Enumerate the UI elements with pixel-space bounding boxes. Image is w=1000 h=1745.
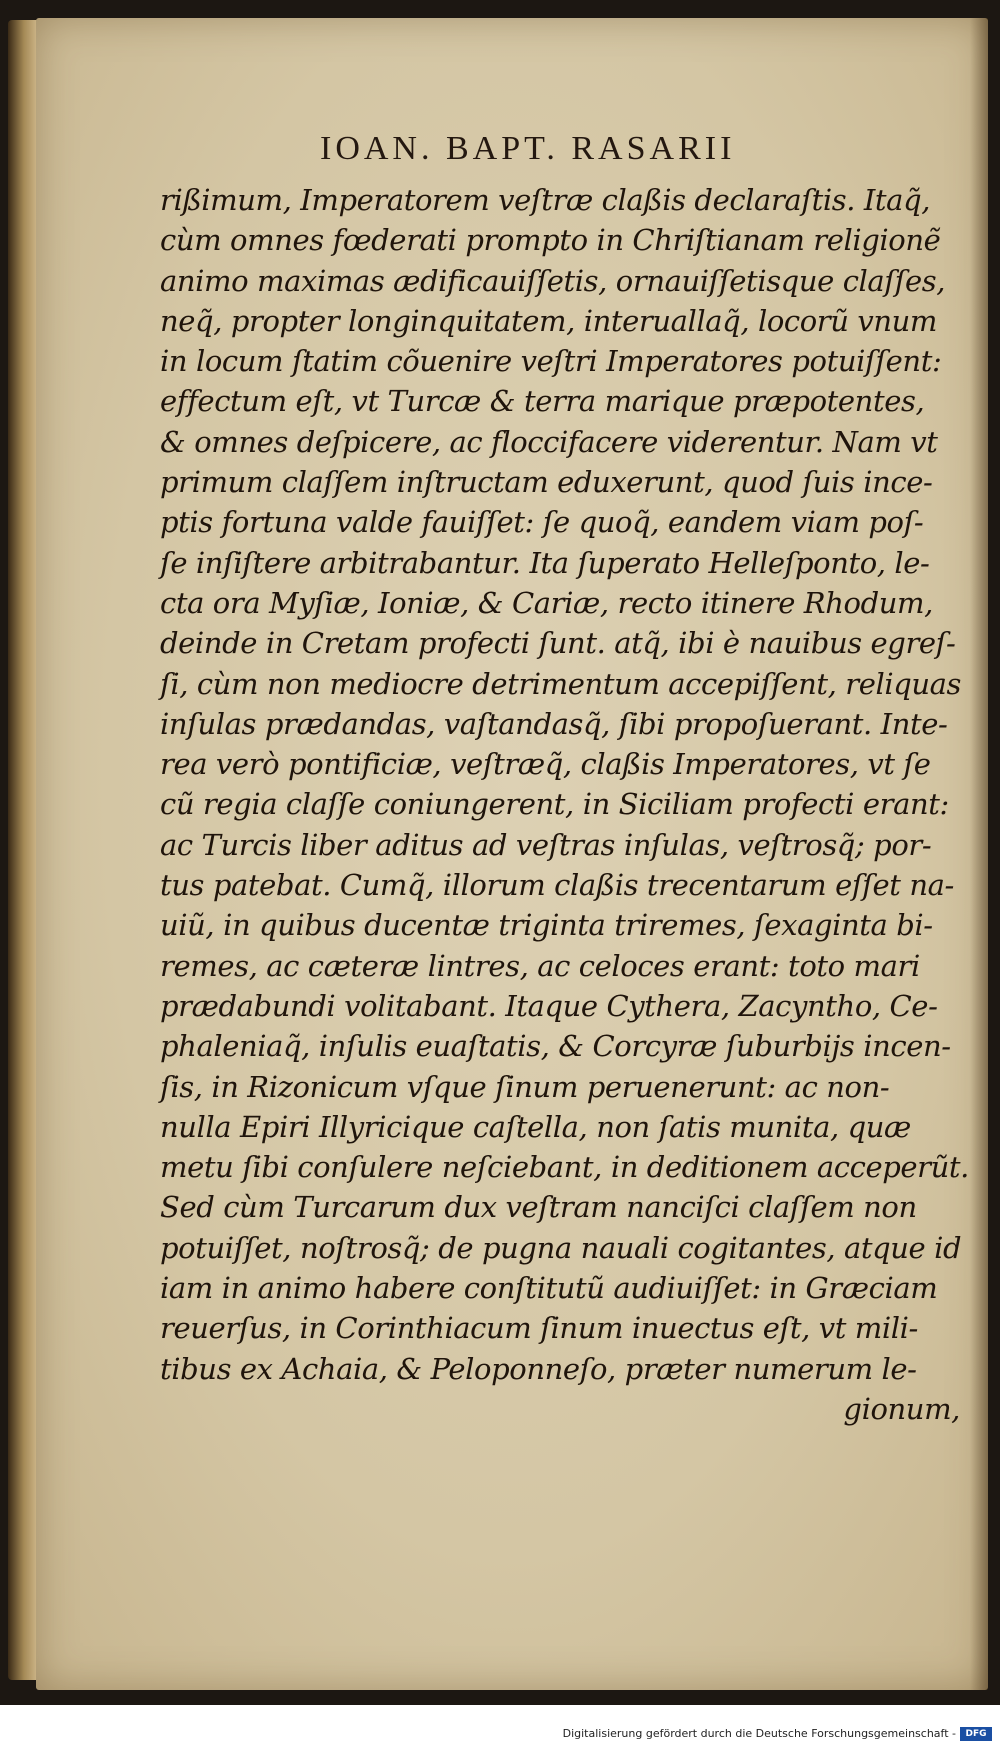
- text-line: tibus ex Achaia, & Peloponneſo, præter numerum le-: [160, 1351, 917, 1386]
- text-line: ſe inſiſtere arbitrabantur. Ita ſuperato Helleſponto, le-: [160, 545, 930, 580]
- text-line: cta ora Myſiæ, Ioniæ, & Cariæ, recto itinere Rhodum,: [160, 585, 933, 620]
- text-block: [160, 180, 980, 1429]
- text-line: & omnes deſpicere, ac floccifacere viderentur. Nam vt: [160, 424, 938, 459]
- text-line: ac Turcis liber aditus ad veſtras inſulas, veſtrosq̃; por-: [160, 827, 932, 862]
- catchword: gionum,: [843, 1391, 960, 1426]
- text-line: prædabundi volitabant. Itaque Cythera, Zacyntho, Ce-: [160, 988, 938, 1023]
- text-line: ſis, in Rizonicum vſque ſinum peruenerunt: ac non-: [160, 1069, 890, 1104]
- text-line: in locum ſtatim cõuenire veſtri Imperatores potuiſſent:: [160, 344, 942, 379]
- text-line: inſulas prædandas, vaſtandasq̃, ſibi propoſuerant. Inte-: [160, 706, 948, 741]
- text-line: remes, ac cæteræ lintres, ac celoces erant: toto mari: [160, 948, 920, 983]
- funding-credit: Digitalisierung gefördert durch die Deutsche Forschungsgemeinschaft -: [562, 1727, 956, 1740]
- text-line: Sed cùm Turcarum dux veſtram nanciſci claſſem non: [160, 1190, 917, 1225]
- text-line: uiũ, in quibus ducentæ triginta triremes, ſexaginta bi-: [160, 908, 933, 943]
- text-line: metu ſibi conſulere neſciebant, in deditionem acceperũt.: [160, 1150, 969, 1185]
- text-line: animo maximas ædificauiſſetis, ornauiſſetisque claſſes,: [160, 263, 946, 298]
- text-line: nulla Epiri Illyricique caſtella, non ſatis munita, quæ: [160, 1109, 911, 1144]
- text-line: tus patebat. Cumq̃, illorum claßis trecentarum eſſet na-: [160, 868, 954, 903]
- text-line: deinde in Cretam profecti ſunt. atq̃, ibi è nauibus egreſ-: [160, 626, 956, 661]
- text-line: potuiſſet, noſtrosq̃; de pugna nauali cogitantes, atque id: [160, 1230, 962, 1265]
- running-head: IOAN. BAPT. RASARII: [320, 130, 736, 167]
- text-line: primum claſſem inſtructam eduxerunt, quod ſuis ince-: [160, 465, 933, 500]
- text-line: cũ regia claſſe coniungerent, in Siciliam profecti erant:: [160, 787, 949, 822]
- dfg-logo: DFG: [960, 1727, 992, 1741]
- text-line: ſi, cùm non mediocre detrimentum accepiſſent, reliquas: [160, 666, 962, 701]
- text-line: cùm omnes fœderati prompto in Chriſtianam religionẽ: [160, 223, 941, 258]
- text-line: neq̃, propter longinquitatem, interuallaq̃, locorũ vnum: [160, 303, 937, 338]
- text-line: rißimum, Imperatorem veſtræ claßis declaraſtis. Itaq̃,: [160, 183, 931, 217]
- text-line: phaleniaq̃, inſulis euaſtatis, & Corcyræ ſuburbijs incen-: [160, 1029, 951, 1064]
- text-line: iam in animo habere conſtitutũ audiuiſſet: in Græciam: [160, 1271, 938, 1306]
- text-line: effectum eſt, vt Turcæ & terra marique præpotentes,: [160, 384, 925, 419]
- text-line: ptis fortuna valde fauiſſet: ſe quoq̃, eandem viam poſ-: [160, 505, 924, 540]
- text-line: reuerſus, in Corinthiacum ſinum inuectus eſt, vt mili-: [160, 1311, 918, 1346]
- text-line: rea verò pontificiæ, veſtræq̃, claßis Imperatores, vt ſe: [160, 747, 931, 782]
